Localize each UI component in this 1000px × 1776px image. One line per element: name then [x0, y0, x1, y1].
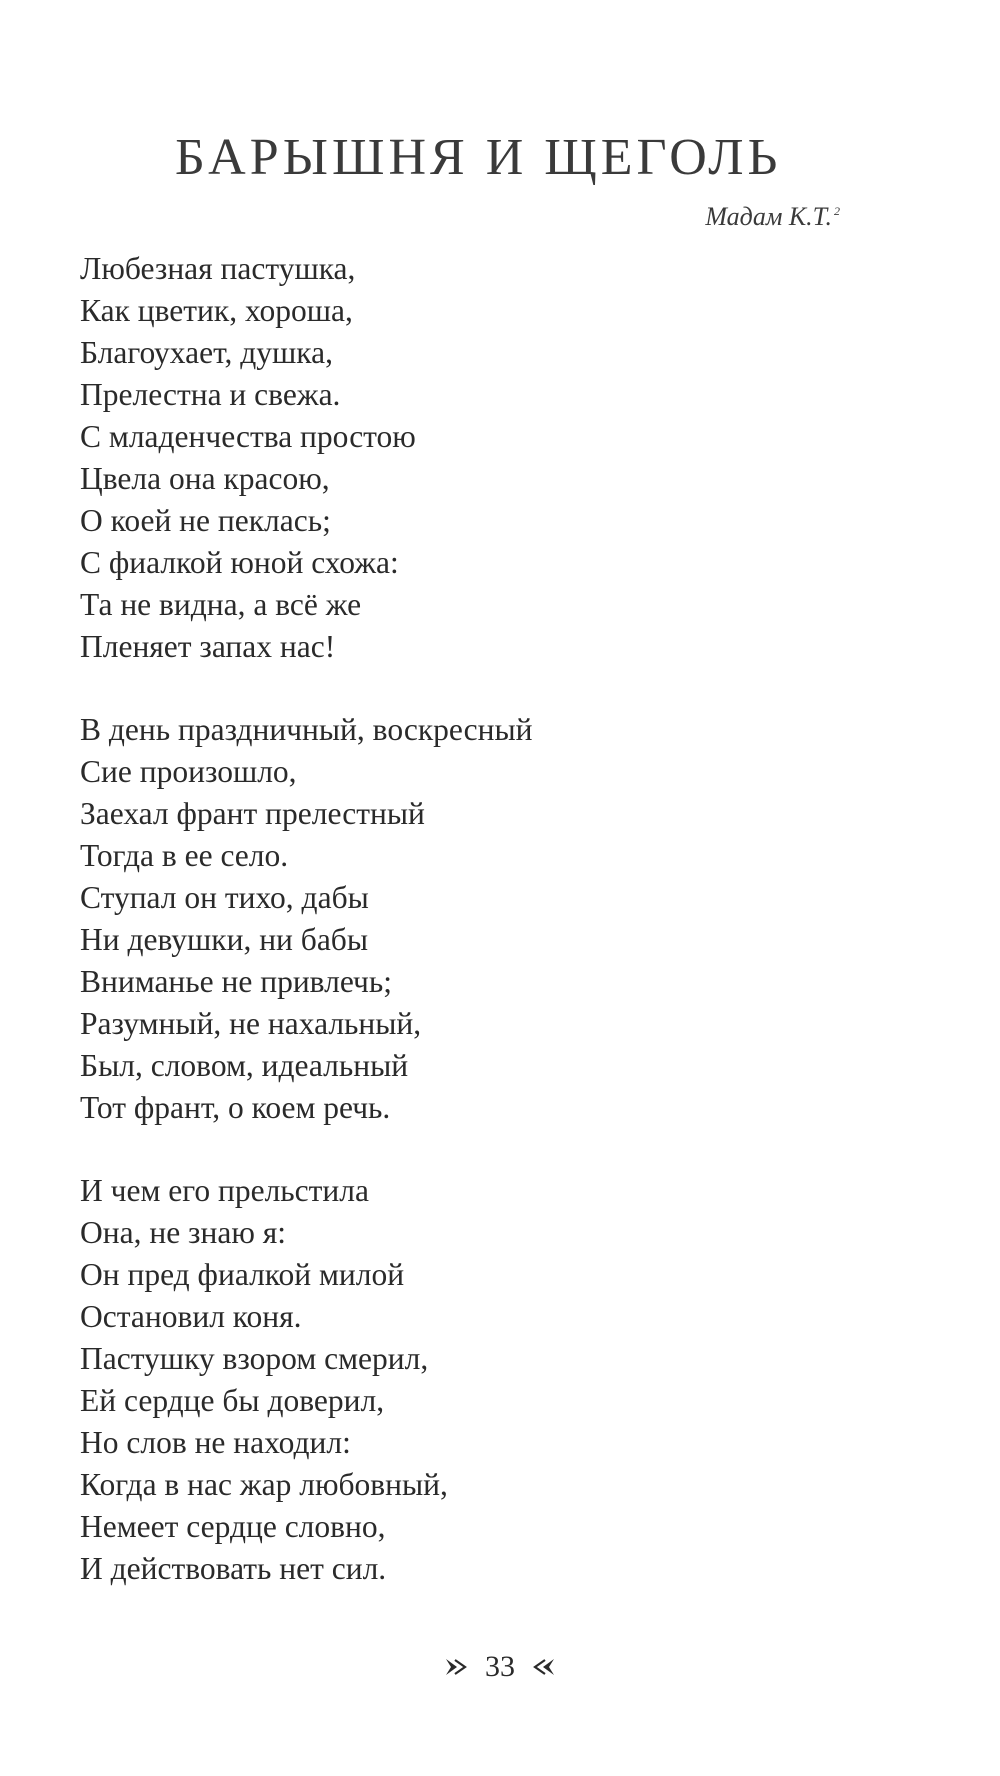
- poem-line: Пленяет запах нас!: [80, 629, 336, 664]
- poem-line: Как цветик, хороша,: [80, 293, 353, 328]
- poem-line: Был, словом, идеальный: [80, 1048, 409, 1083]
- poem-line: Сие произошло,: [80, 754, 297, 789]
- poem-line: Когда в нас жар любовный,: [80, 1467, 448, 1502]
- author-name: Мадам К.Т.: [705, 202, 832, 231]
- poem-line: И действовать нет сил.: [80, 1551, 387, 1586]
- poem-line: Ни девушки, ни бабы: [80, 922, 368, 957]
- poem-title: БАРЫШНЯ И ЩЕГОЛЬ: [175, 129, 782, 186]
- poem-line: Тогда в ее село.: [80, 838, 289, 873]
- arrow-ornament-right-icon: [443, 1654, 469, 1680]
- poem-line: Но слов не находил:: [80, 1425, 351, 1460]
- poem-line: О коей не пеклась;: [80, 503, 331, 538]
- stanza-1: [80, 248, 920, 668]
- poem-line: Благоухает, душка,: [80, 335, 333, 370]
- poem-line: С фиалкой юной схожа:: [80, 545, 399, 580]
- poem-line: Разумный, не нахальный,: [80, 1006, 422, 1041]
- page-footer: [0, 1650, 1000, 1684]
- page-number: 33: [485, 1650, 515, 1683]
- poem-line: Остановил коня.: [80, 1299, 302, 1334]
- arrow-ornament-left-icon: [531, 1654, 557, 1680]
- poem-body: [80, 248, 920, 1631]
- poem-line: И чем его прельстила: [80, 1173, 369, 1208]
- poem-line: Цвела она красою,: [80, 461, 330, 496]
- poem-line: С младенчества простою: [80, 419, 416, 454]
- poem-line: Ступал он тихо, дабы: [80, 880, 369, 915]
- stanza-2: [80, 709, 920, 1129]
- poem-line: Тот франт, о коем речь.: [80, 1090, 391, 1125]
- poem-line: Она, не знаю я:: [80, 1215, 286, 1250]
- poem-line: Заехал франт прелестный: [80, 796, 425, 831]
- poem-line: Прелестна и свежа.: [80, 377, 341, 412]
- poem-line: Немеет сердце словно,: [80, 1509, 386, 1544]
- poem-line: Любезная пастушка,: [80, 251, 356, 286]
- poem-line: Ей сердце бы доверил,: [80, 1383, 385, 1418]
- poem-line: В день праздничный, воскресный: [80, 712, 533, 747]
- footnote-mark: 2: [834, 204, 840, 218]
- poem-line: Вниманье не привлечь;: [80, 964, 393, 999]
- poem-line: Он пред фиалкой милой: [80, 1257, 405, 1292]
- poem-line: Пастушку взором смерил,: [80, 1341, 429, 1376]
- poem-line: Та не видна, а всё же: [80, 587, 362, 622]
- stanza-3: [80, 1170, 920, 1590]
- poem-author: [705, 202, 840, 232]
